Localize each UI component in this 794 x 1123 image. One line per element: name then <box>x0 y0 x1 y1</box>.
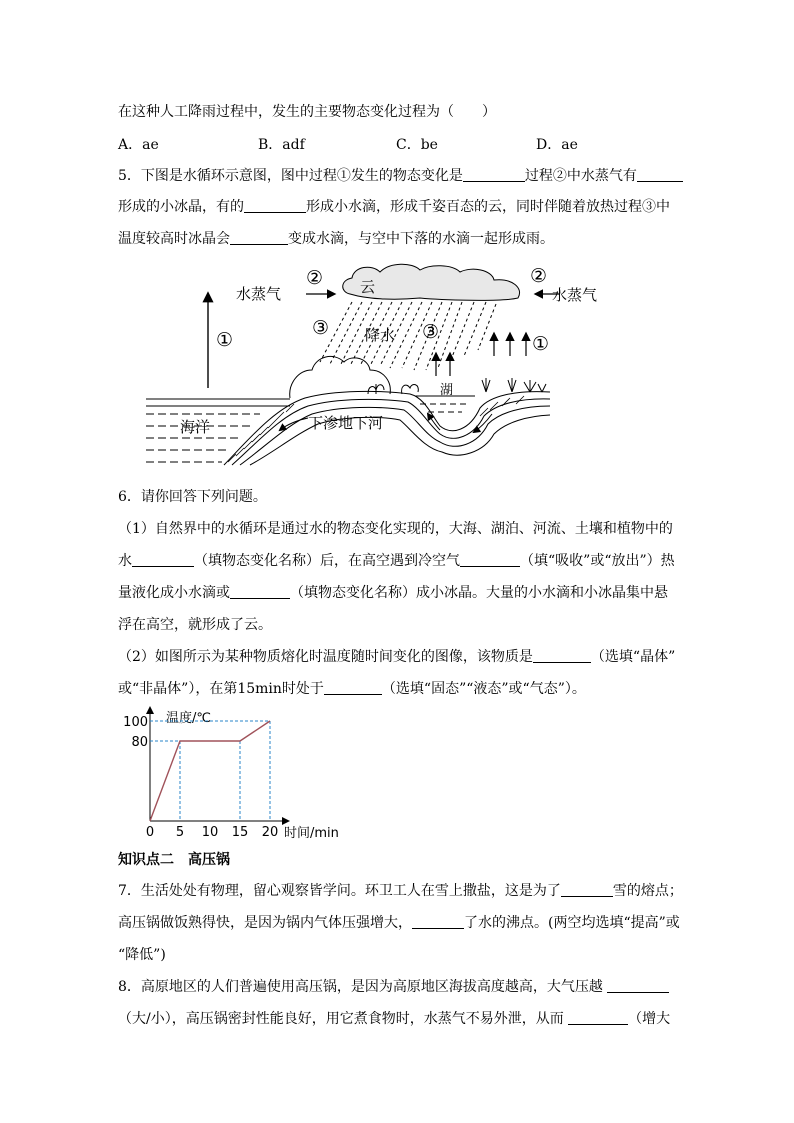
q5-line-2: 形成的小冰晶，有的 形成小水滴，形成千姿百态的云，同时伴随着放热过程③中 <box>118 199 670 215</box>
q6-p2-line-1: （2）如图所示为某种物质熔化时温度随时间变化的图像，该物质是 （选填“晶体” <box>118 649 676 665</box>
q8-line-2: （大/小），高压锅密封性能良好，用它煮食物时，水蒸气不易外泄，从而 （增大 <box>118 1011 671 1027</box>
y-tick-80: 80 <box>131 735 148 750</box>
sea-lines <box>146 399 290 462</box>
x-tick-labels <box>146 825 278 840</box>
cloud-label: 云 <box>360 278 376 296</box>
q6-p2-line-2: 或“非晶体”），在第15min时处于 （选填“固态”“液态”或“气态”）。 <box>118 681 586 697</box>
q4-option-a: A．ae <box>118 137 159 153</box>
marker-1-right: ① <box>532 333 550 355</box>
series-line <box>150 721 270 821</box>
marker-1-left: ① <box>216 329 234 351</box>
q6-p1-line-4: 浮在高空，就形成了云。 <box>118 617 272 633</box>
q5-line-1: 5．下图是水循环示意图，图中过程①发生的物态变化是 过程②中水蒸气有 <box>118 167 683 185</box>
q4-stem: 在这种人工降雨过程中，发生的主要物态变化过程为（ ） <box>118 104 496 120</box>
plants <box>368 378 546 394</box>
section-heading: 知识点二 高压锅 <box>118 852 230 868</box>
x-tick-0: 0 <box>145 825 155 840</box>
guide-lines <box>150 721 270 821</box>
evaporation-arrows-right <box>436 334 526 376</box>
y-axis-label: 温度/℃ <box>166 711 211 726</box>
q7-line-1: 7．生活处处有物理，留心观察皆学问。环卫工人在雪上撒盐，这是为了 雪的熔点； <box>118 883 683 899</box>
y-tick-100: 100 <box>123 715 148 730</box>
q5-line-3: 温度较高时冰晶会 变成水滴，与空中下落的水滴一起形成雨。 <box>118 231 554 247</box>
rain-label: 降水 <box>365 326 396 344</box>
x-tick-5: 5 <box>175 825 185 840</box>
x-tick-20: 20 <box>261 825 279 840</box>
q6-title: 6．请你回答下列问题。 <box>118 489 267 505</box>
marker-3-right: ③ <box>422 321 440 343</box>
marker-3-left: ③ <box>312 317 330 339</box>
ocean-label: 海洋 <box>180 418 211 436</box>
q6-p1-line-3: 量液化成小水滴或 （填物态变化名称）成小冰晶。大量的小水滴和小冰晶集中悬 <box>118 585 668 601</box>
lake-water <box>415 396 475 412</box>
water-cycle-diagram <box>140 258 598 470</box>
q7-line-2: 高压锅做饭熟得快，是因为锅内气体压强增大， 了水的沸点。(两空均选填“提高”或 <box>118 915 680 931</box>
q8-line-1: 8．高原地区的人们普遍使用高压锅，是因为高原地区海拔高度越高，大气压越 <box>118 978 669 996</box>
land-layers <box>224 391 550 465</box>
q4-option-d: D．ae <box>536 137 578 153</box>
x-tick-10: 10 <box>201 825 219 840</box>
q7-line-3: “降低”) <box>118 947 166 963</box>
marker-2-right: ② <box>530 265 548 287</box>
q4-option-b: B．adf <box>258 137 305 153</box>
q4-option-c: C．be <box>396 137 438 153</box>
lake-label: 湖 <box>440 383 454 398</box>
q6-p1-line-2: 水 （填物态变化名称）后，在高空遇到冷空气 （填“吸收”或“放出”）热 <box>118 553 675 569</box>
melting-graph <box>123 702 358 842</box>
vapor-left-label: 水蒸气 <box>236 285 282 303</box>
y-tick-labels <box>123 715 148 750</box>
x-tick-15: 15 <box>231 825 249 840</box>
q6-p1-line-1: （1）自然界中的水循环是通过水的物态变化实现的，大海、湖泊、河流、土壤和植物中的 <box>118 521 673 537</box>
marker-2-left: ② <box>306 267 324 289</box>
q4-options <box>118 136 678 154</box>
underground-river-label: 下渗地下河 <box>308 414 384 432</box>
vapor-right-label: 水蒸气 <box>552 286 598 304</box>
x-axis-label: 时间/min <box>284 826 339 841</box>
